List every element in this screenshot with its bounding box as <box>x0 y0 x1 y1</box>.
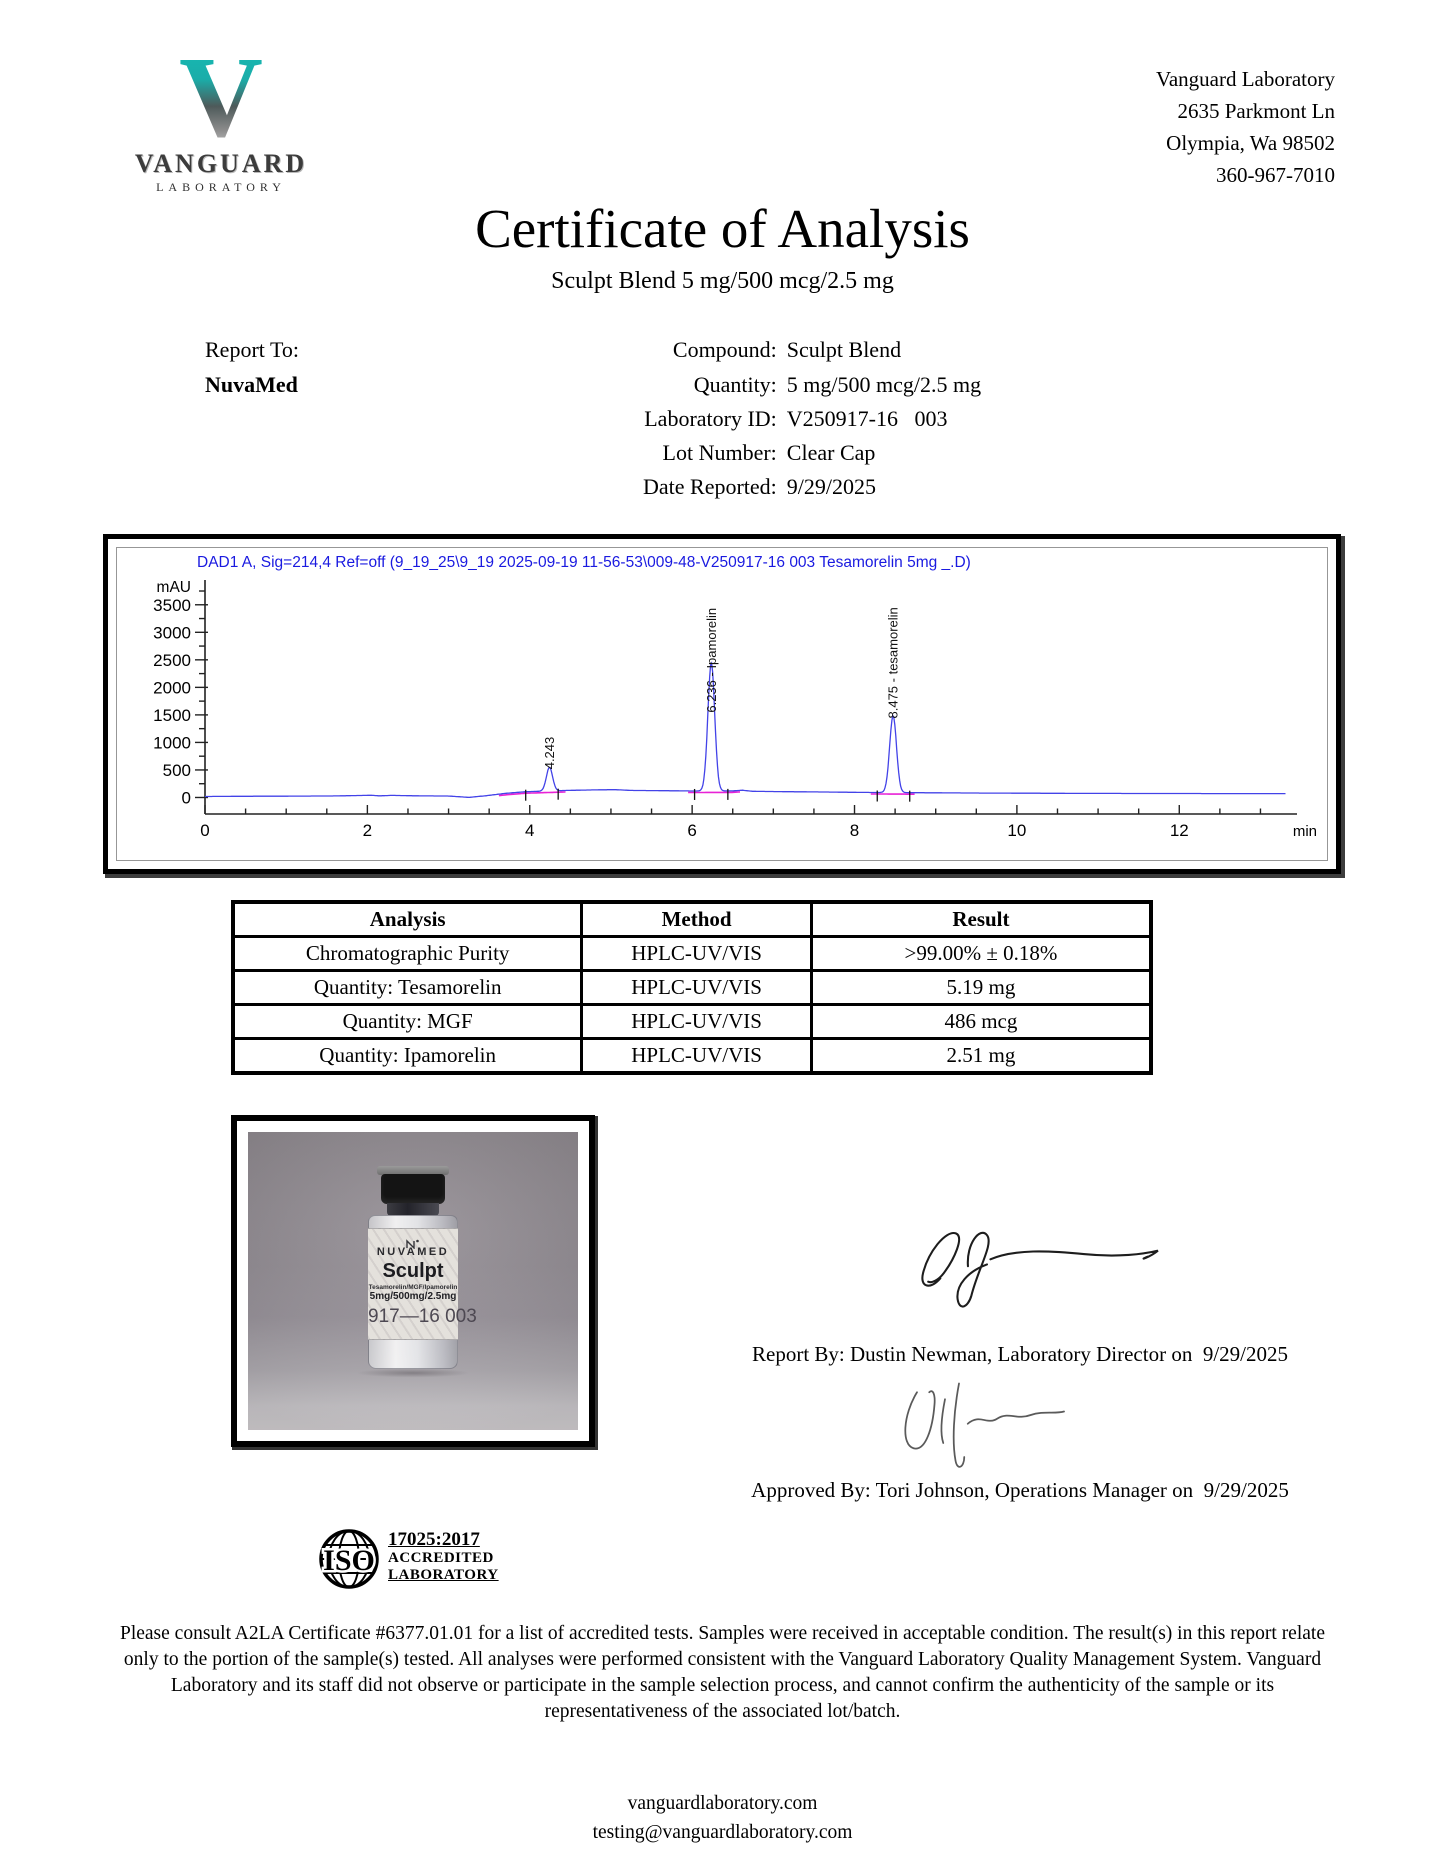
svg-text:1500: 1500 <box>153 705 191 725</box>
vial-strength: 5mg/500mg/2.5mg <box>369 1290 457 1302</box>
table-cell: HPLC-UV/VIS <box>582 1004 812 1038</box>
iso-laboratory: LABORATORY <box>388 1566 499 1583</box>
report-to-block <box>205 333 525 503</box>
nuvamed-logo-icon <box>368 1236 458 1246</box>
iso-globe-icon <box>317 1527 381 1591</box>
svg-text:2: 2 <box>362 820 373 840</box>
report-by-line: Report By: Dustin Newman, Laboratory Director on 9/29/2025 <box>752 1341 1288 1366</box>
vial-cap <box>381 1174 445 1204</box>
logo-subtext: LABORATORY <box>156 180 286 195</box>
vial-label <box>368 1228 477 1340</box>
address-line: Olympia, Wa 98502 <box>1166 130 1335 155</box>
table-row <box>233 1004 1151 1038</box>
address-line: 2635 Parkmont Ln <box>1177 98 1335 123</box>
chromatogram-plot <box>121 572 1323 860</box>
table-row <box>233 970 1151 1004</box>
svg-text:10: 10 <box>1007 820 1027 840</box>
vanguard-logo <box>126 34 316 195</box>
table-cell: >99.00% ± 0.18% <box>811 936 1151 970</box>
results-header-cell: Method <box>582 902 812 937</box>
address-line: Vanguard Laboratory <box>1155 67 1335 91</box>
results-table <box>231 900 1153 1075</box>
table-cell: Quantity: Ipamorelin <box>233 1038 582 1073</box>
info-value: V250917-16 003 <box>786 405 948 431</box>
results-header-row <box>233 902 1151 937</box>
vial-body <box>368 1215 477 1369</box>
approval-signature-icon <box>893 1373 1088 1478</box>
page-subtitle: Sculpt Blend 5 mg/500 mcg/2.5 mg <box>551 268 894 295</box>
report-to-label: Report To: <box>205 337 299 363</box>
svg-text:min: min <box>1292 822 1317 840</box>
product-vial <box>365 1166 477 1369</box>
iso-standard: 17025:2017 <box>388 1528 480 1550</box>
svg-text:500: 500 <box>162 760 191 780</box>
vanguard-logo-v-icon: V <box>126 50 316 147</box>
vial-composition: Tesamorelin/MGF/Ipamorelin <box>368 1283 458 1291</box>
svg-text:4: 4 <box>525 820 535 840</box>
info-value: 5 mg/500 mcg/2.5 mg <box>786 371 982 397</box>
iso-text-block <box>388 1527 499 1583</box>
info-grid <box>643 333 981 503</box>
results-header-cell: Analysis <box>233 902 582 937</box>
vial-brand: NUVAMED <box>376 1245 450 1258</box>
table-cell: 2.51 mg <box>811 1038 1151 1073</box>
table-cell: 486 mcg <box>811 1004 1151 1038</box>
svg-text:0: 0 <box>200 820 210 840</box>
footer-link: testing@vanguardlaboratory.com <box>592 1821 853 1843</box>
iso-accreditation <box>317 1527 1445 1591</box>
header <box>0 0 1445 195</box>
svg-text:2000: 2000 <box>153 678 191 698</box>
chromatogram-title: DAD1 A, Sig=214,4 Ref=off (9_19_25\9_19 2025-09-19 11-56-53\009-48-V250917-16 003 Tesamorelin 5mg _.D) <box>197 553 971 571</box>
product-photo-frame <box>231 1115 595 1447</box>
svg-text:6.236 - Ipamorelin: 6.236 - Ipamorelin <box>703 607 719 713</box>
info-value: Sculpt Blend <box>786 337 902 363</box>
svg-text:8: 8 <box>849 820 860 840</box>
report-signature-icon <box>908 1223 1173 1318</box>
chromatogram-frame <box>103 534 1341 874</box>
chromatogram-inner <box>116 547 1328 861</box>
svg-text:4.243: 4.243 <box>541 736 557 770</box>
svg-text:1000: 1000 <box>153 733 191 753</box>
svg-text:6: 6 <box>687 820 697 840</box>
info-section <box>0 333 1445 503</box>
svg-text:3000: 3000 <box>153 623 191 643</box>
table-cell: HPLC-UV/VIS <box>582 1038 812 1073</box>
table-cell: HPLC-UV/VIS <box>582 970 812 1004</box>
svg-text:3500: 3500 <box>153 595 191 615</box>
approved-by-line: Approved By: Tori Johnson, Operations Manager on 9/29/2025 <box>751 1477 1289 1502</box>
photo-signature-section <box>0 1115 1445 1503</box>
vial-product-name: Sculpt <box>382 1259 444 1282</box>
address-line: 360-967-7010 <box>1216 162 1335 187</box>
results-header-cell: Result <box>811 902 1151 937</box>
table-cell: Quantity: MGF <box>233 1004 582 1038</box>
svg-text:ISO: ISO <box>323 1543 375 1577</box>
table-row <box>233 936 1151 970</box>
table-cell: Chromatographic Purity <box>233 936 582 970</box>
svg-text:8.475 - tesamorelin: 8.475 - tesamorelin <box>885 607 901 719</box>
signature-column <box>595 1115 1445 1503</box>
disclaimer-text: Please consult A2LA Certificate #6377.01.01 for a list of accredited tests. Samples were received in acceptable condition. The result(s) in this report relate only to the portion of the sample(s) tested. All analyses were performed consistent with the Vanguard Laboratory Quality Management System. Vanguard Laboratory and its staff did not observe or participate in the sample selection process, and cannot confirm the authenticity of the sample or its representativeness of the associated lot/batch. <box>119 1622 1325 1722</box>
info-label: Date Reported: <box>643 473 777 499</box>
info-label: Quantity: <box>693 371 777 397</box>
svg-text:mAU: mAU <box>156 578 191 596</box>
report-to-name: NuvaMed <box>205 371 298 397</box>
info-label: Laboratory ID: <box>644 405 777 431</box>
table-cell: HPLC-UV/VIS <box>582 936 812 970</box>
product-photo <box>248 1132 578 1430</box>
info-value: Clear Cap <box>786 439 876 465</box>
results-table-body <box>233 936 1151 1073</box>
address-block <box>1156 50 1335 195</box>
table-cell: Quantity: Tesamorelin <box>233 970 582 1004</box>
table-row <box>233 1038 1151 1073</box>
svg-text:12: 12 <box>1169 820 1189 840</box>
info-label: Compound: <box>672 337 777 363</box>
info-value: 9/29/2025 <box>786 473 877 499</box>
footer-link: vanguardlaboratory.com <box>627 1792 818 1814</box>
info-label: Lot Number: <box>662 439 777 465</box>
svg-text:0: 0 <box>181 788 191 808</box>
iso-accredited: ACCREDITED <box>388 1550 494 1567</box>
svg-text:2500: 2500 <box>153 650 191 670</box>
page-title: Certificate of Analysis <box>475 198 970 260</box>
vial-lot-number: 917—16 003 <box>368 1305 477 1327</box>
table-cell: 5.19 mg <box>811 970 1151 1004</box>
footer-links <box>0 1789 1445 1848</box>
logo-wordmark: VANGUARD <box>134 149 308 179</box>
